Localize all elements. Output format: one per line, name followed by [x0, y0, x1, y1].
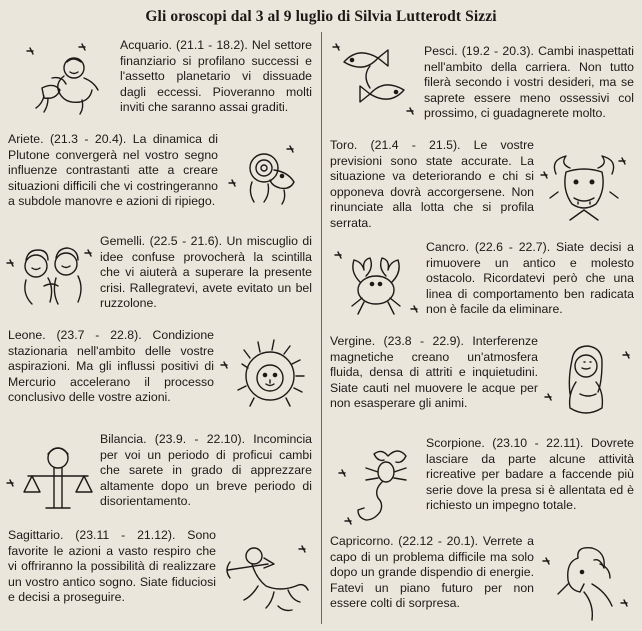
scorpione-dates: (23.10 - 22.11). [492, 436, 584, 450]
sagittario-text: Sono favorite le azioni a vasto respiro che vi offriranno la possibilità di realizzare un vostro antico sogno. Siate fiduciosi e decisi a proseguire. [8, 528, 216, 604]
pesci-text: Cambi inaspettati nell'ambito della carriera. Non tutto filerà secondo i vostri desideri, ma se saprete essere meno ossessivi col prossimo, ci guadagnerete molto. [424, 44, 634, 120]
capricorn-icon [538, 544, 634, 626]
pesci-dates: (19.2 - 20.3). [461, 44, 534, 58]
vergine-dates: (23.8 - 22.9). [383, 334, 464, 348]
toro-text: Le vostre previsioni sono state accurate. La situazione va deteriorando e chi si opponeva dovrà accorgersene. Non rinunciate alla lotta che si profila serrata. [330, 138, 534, 230]
pesci-name: Pesci. [424, 44, 458, 58]
virgo-icon [542, 344, 634, 426]
capricorno-name: Capricorno. [330, 534, 394, 548]
bilancia-name: Bilancia. [100, 432, 147, 446]
gemini-icon [4, 240, 96, 310]
toro-entry [330, 138, 534, 231]
leone-name: Leone. [8, 328, 46, 342]
capricorno-dates: (22.12 - 20.1). [398, 534, 479, 548]
acquario-entry [120, 38, 312, 116]
bilancia-dates: (23.9. - 22.10). [154, 432, 245, 446]
scorpione-entry [426, 436, 634, 514]
capricorno-entry [330, 534, 534, 612]
sagittario-name: Sagittario. [8, 528, 64, 542]
capricorno-text: Verrete a capo di un problema difficile ma solo dopo un grande dispendio di energie. Fatevi un piano futuro per non essere colti di sorpresa. [330, 534, 535, 610]
page-title: Gli oroscopi dal 3 al 9 luglio di Silvia Lutterodt Sizzi [145, 8, 497, 25]
vergine-text: Interferenze magnetiche creano un'atmosfera fluida, densa di attriti e inquietudini. Siate cauti nel muovere le acque per non esasperare gli animi. [330, 334, 538, 410]
gemelli-entry [100, 234, 312, 312]
column-divider [321, 32, 322, 624]
leone-dates: (23.7 - 22.8). [56, 328, 142, 342]
pesci-entry [424, 44, 634, 122]
ariete-dates: (21.3 - 20.4). [49, 132, 127, 146]
taurus-icon [536, 152, 632, 226]
bilancia-text: Incomincia per voi un periodo di proficui cambi che sarete in grado di apprezzare altamente dopo un breve periodo di disorientamento. [100, 432, 313, 508]
ariete-text: La dinamica di Plutone convergerà nel vostro segno influenze contrastanti atte a creare situazioni difficili che vi costringeranno a subdole manovre e azioni di ripiego. [8, 132, 218, 208]
acquario-name: Acquario. [120, 38, 172, 52]
ariete-entry [8, 132, 218, 210]
acquario-text: Nel settore finanziario si profilano successi e l'assetto planetario vi dissuade dagli eccessi. Pioveranno molti inviti che saranno assai graditi. [120, 38, 313, 114]
toro-dates: (21.4 - 21.5). [370, 138, 461, 152]
cancro-name: Cancro. [426, 240, 470, 254]
vergine-name: Vergine. [330, 334, 376, 348]
cancro-entry [426, 240, 634, 318]
pisces-icon [330, 38, 420, 120]
leo-icon [218, 338, 312, 418]
ariete-name: Ariete. [8, 132, 44, 146]
bilancia-entry [100, 432, 312, 510]
toro-name: Toro. [330, 138, 358, 152]
leone-entry [8, 328, 214, 406]
gemelli-text: Un miscuglio di idee confuse provocherà la scintilla che vi aiuterà a superare la presente crisi. Rallegratevi, avete evitato un bel ruzzolone. [100, 234, 312, 310]
gemelli-dates: (22.5 - 21.6). [149, 234, 223, 248]
cancer-icon [332, 246, 422, 326]
aries-icon [222, 140, 314, 214]
scorpione-name: Scorpione. [426, 436, 485, 450]
vergine-entry [330, 334, 538, 412]
sagittario-entry [8, 528, 216, 606]
acquario-dates: (21.1 - 18.2). [176, 38, 248, 52]
aquarius-icon [22, 38, 112, 116]
sagittario-dates: (23.11 - 21.12). [75, 528, 176, 542]
cancro-dates: (22.6 - 22.7). [474, 240, 551, 254]
scorpione-text: Dovrete lasciare da parte alcune attività ricreative per badare a faccende più serie dove la presa si è allentata ed è richiesto un impegno totale. [426, 436, 634, 512]
libra-icon [6, 440, 96, 516]
cancro-text: Siate decisi a rimuovere un antico e molesto ostacolo. Ricordatevi però che una linea di comportamento ben radicata non è facile da eliminare. [426, 240, 634, 316]
leone-text: Condizione stazionaria nell'ambito delle vostre aspirazioni. Ma gli influssi positivi di Mercurio accelerano il processo conclusivo delle vostre azioni. [8, 328, 215, 404]
sagittarius-icon [218, 540, 314, 620]
scorpio-icon [334, 442, 424, 534]
gemelli-name: Gemelli. [100, 234, 146, 248]
